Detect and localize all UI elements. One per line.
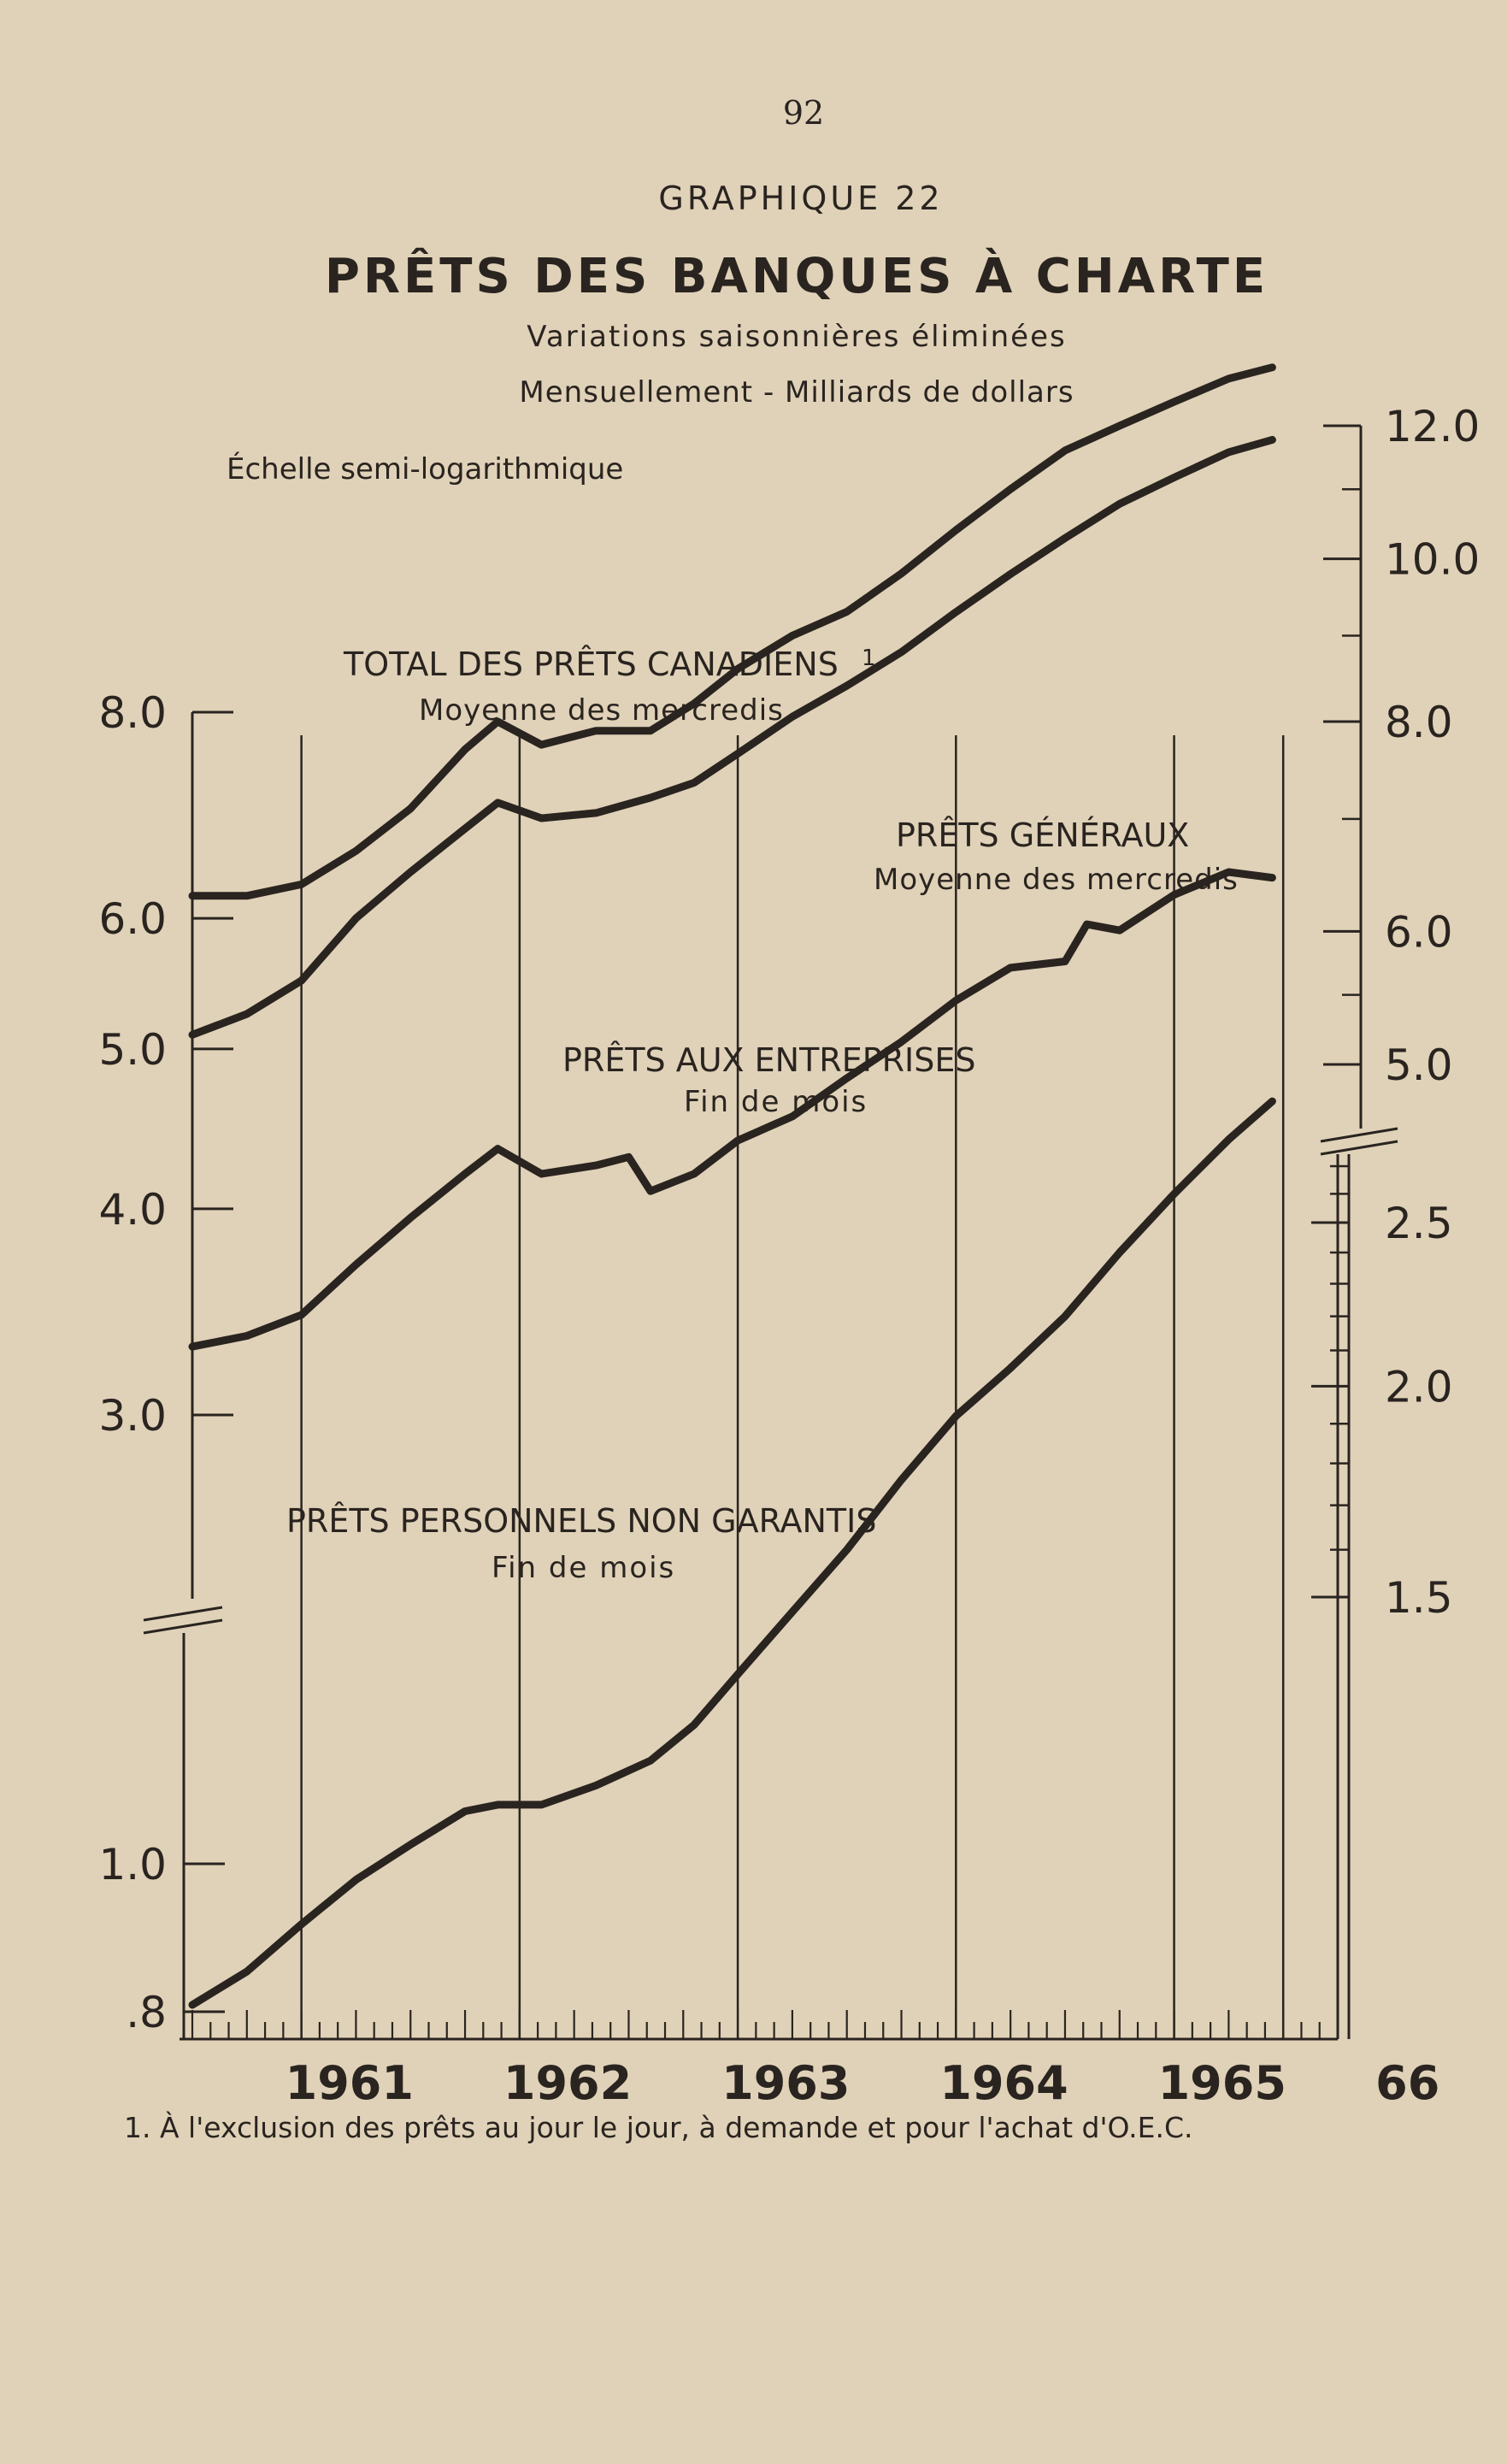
right-axis-break-2 (1321, 1141, 1398, 1154)
right-tick-label: 6.0 (1385, 907, 1453, 958)
series-note-entreprises: Fin de mois (684, 1085, 868, 1119)
x-minor-ticks (192, 2010, 1338, 2039)
x-tick-label: 1961 (285, 2056, 414, 2110)
right-tick-label: 1.5 (1385, 1573, 1453, 1623)
series-suffix-total: 1 (862, 645, 876, 671)
right-tick-label: 12.0 (1385, 402, 1481, 451)
left-tick-label: 6.0 (98, 894, 167, 945)
page-number: 92 (782, 94, 825, 132)
series-label-total: TOTAL DES PRÊTS CANADIENS (344, 645, 839, 683)
series-note-total: Moyenne des mercredis (419, 693, 784, 728)
right-tick-label: 2.5 (1385, 1199, 1453, 1248)
x-tick-label: 66 (1375, 2056, 1440, 2110)
left-axis-break-2 (144, 1620, 222, 1633)
scale-note: Échelle semi-logarithmique (227, 452, 624, 486)
right-axis-break (1321, 1129, 1398, 1141)
series-line-4 (192, 1101, 1272, 2005)
x-tick-labels (286, 2056, 1440, 2110)
year-gridlines (302, 735, 1284, 2039)
chart-subtitle: Variations saisonnières éliminées (527, 320, 1067, 354)
series-label-generaux: PRÊTS GÉNÉRAUX (896, 816, 1190, 854)
left-tick-label: .8 (126, 1988, 167, 2037)
left-tick-label: 4.0 (98, 1184, 167, 1235)
left-tick-label: 3.0 (98, 1391, 167, 1441)
series-lines (192, 368, 1272, 2005)
series-line-2 (192, 439, 1272, 1035)
left-axis-break (144, 1607, 222, 1620)
right-tick-label: 8.0 (1385, 697, 1453, 747)
x-tick-label: 1963 (721, 2056, 851, 2110)
series-label-personnels: PRÊTS PERSONNELS NON GARANTIS (286, 1502, 877, 1540)
right-tick-label: 5.0 (1385, 1040, 1453, 1090)
chart-units: Mensuellement - Milliards de dollars (519, 375, 1074, 410)
footnote: 1. À l'exclusion des prêts au jour le jour, à demande et pour l'achat d'O.E.C. (124, 2111, 1193, 2144)
left-axis-ticks (98, 688, 233, 2037)
series-label-entreprises: PRÊTS AUX ENTREPRISES (562, 1041, 976, 1079)
left-tick-label: 8.0 (98, 688, 167, 738)
x-tick-label: 1964 (939, 2056, 1068, 2110)
right-tick-label: 10.0 (1385, 534, 1481, 585)
figure-label: GRAPHIQUE 22 (658, 180, 944, 217)
series-note-generaux: Moyenne des mercredis (874, 863, 1239, 897)
left-tick-label: 5.0 (98, 1024, 167, 1075)
x-tick-label: 1962 (503, 2056, 633, 2110)
chart-title: PRÊTS DES BANQUES À CHARTE (324, 249, 1269, 304)
left-tick-label: 1.0 (98, 1840, 167, 1889)
x-tick-label: 1965 (1157, 2056, 1286, 2110)
right-tick-label: 2.0 (1385, 1362, 1453, 1412)
series-note-personnels: Fin de mois (492, 1551, 676, 1585)
